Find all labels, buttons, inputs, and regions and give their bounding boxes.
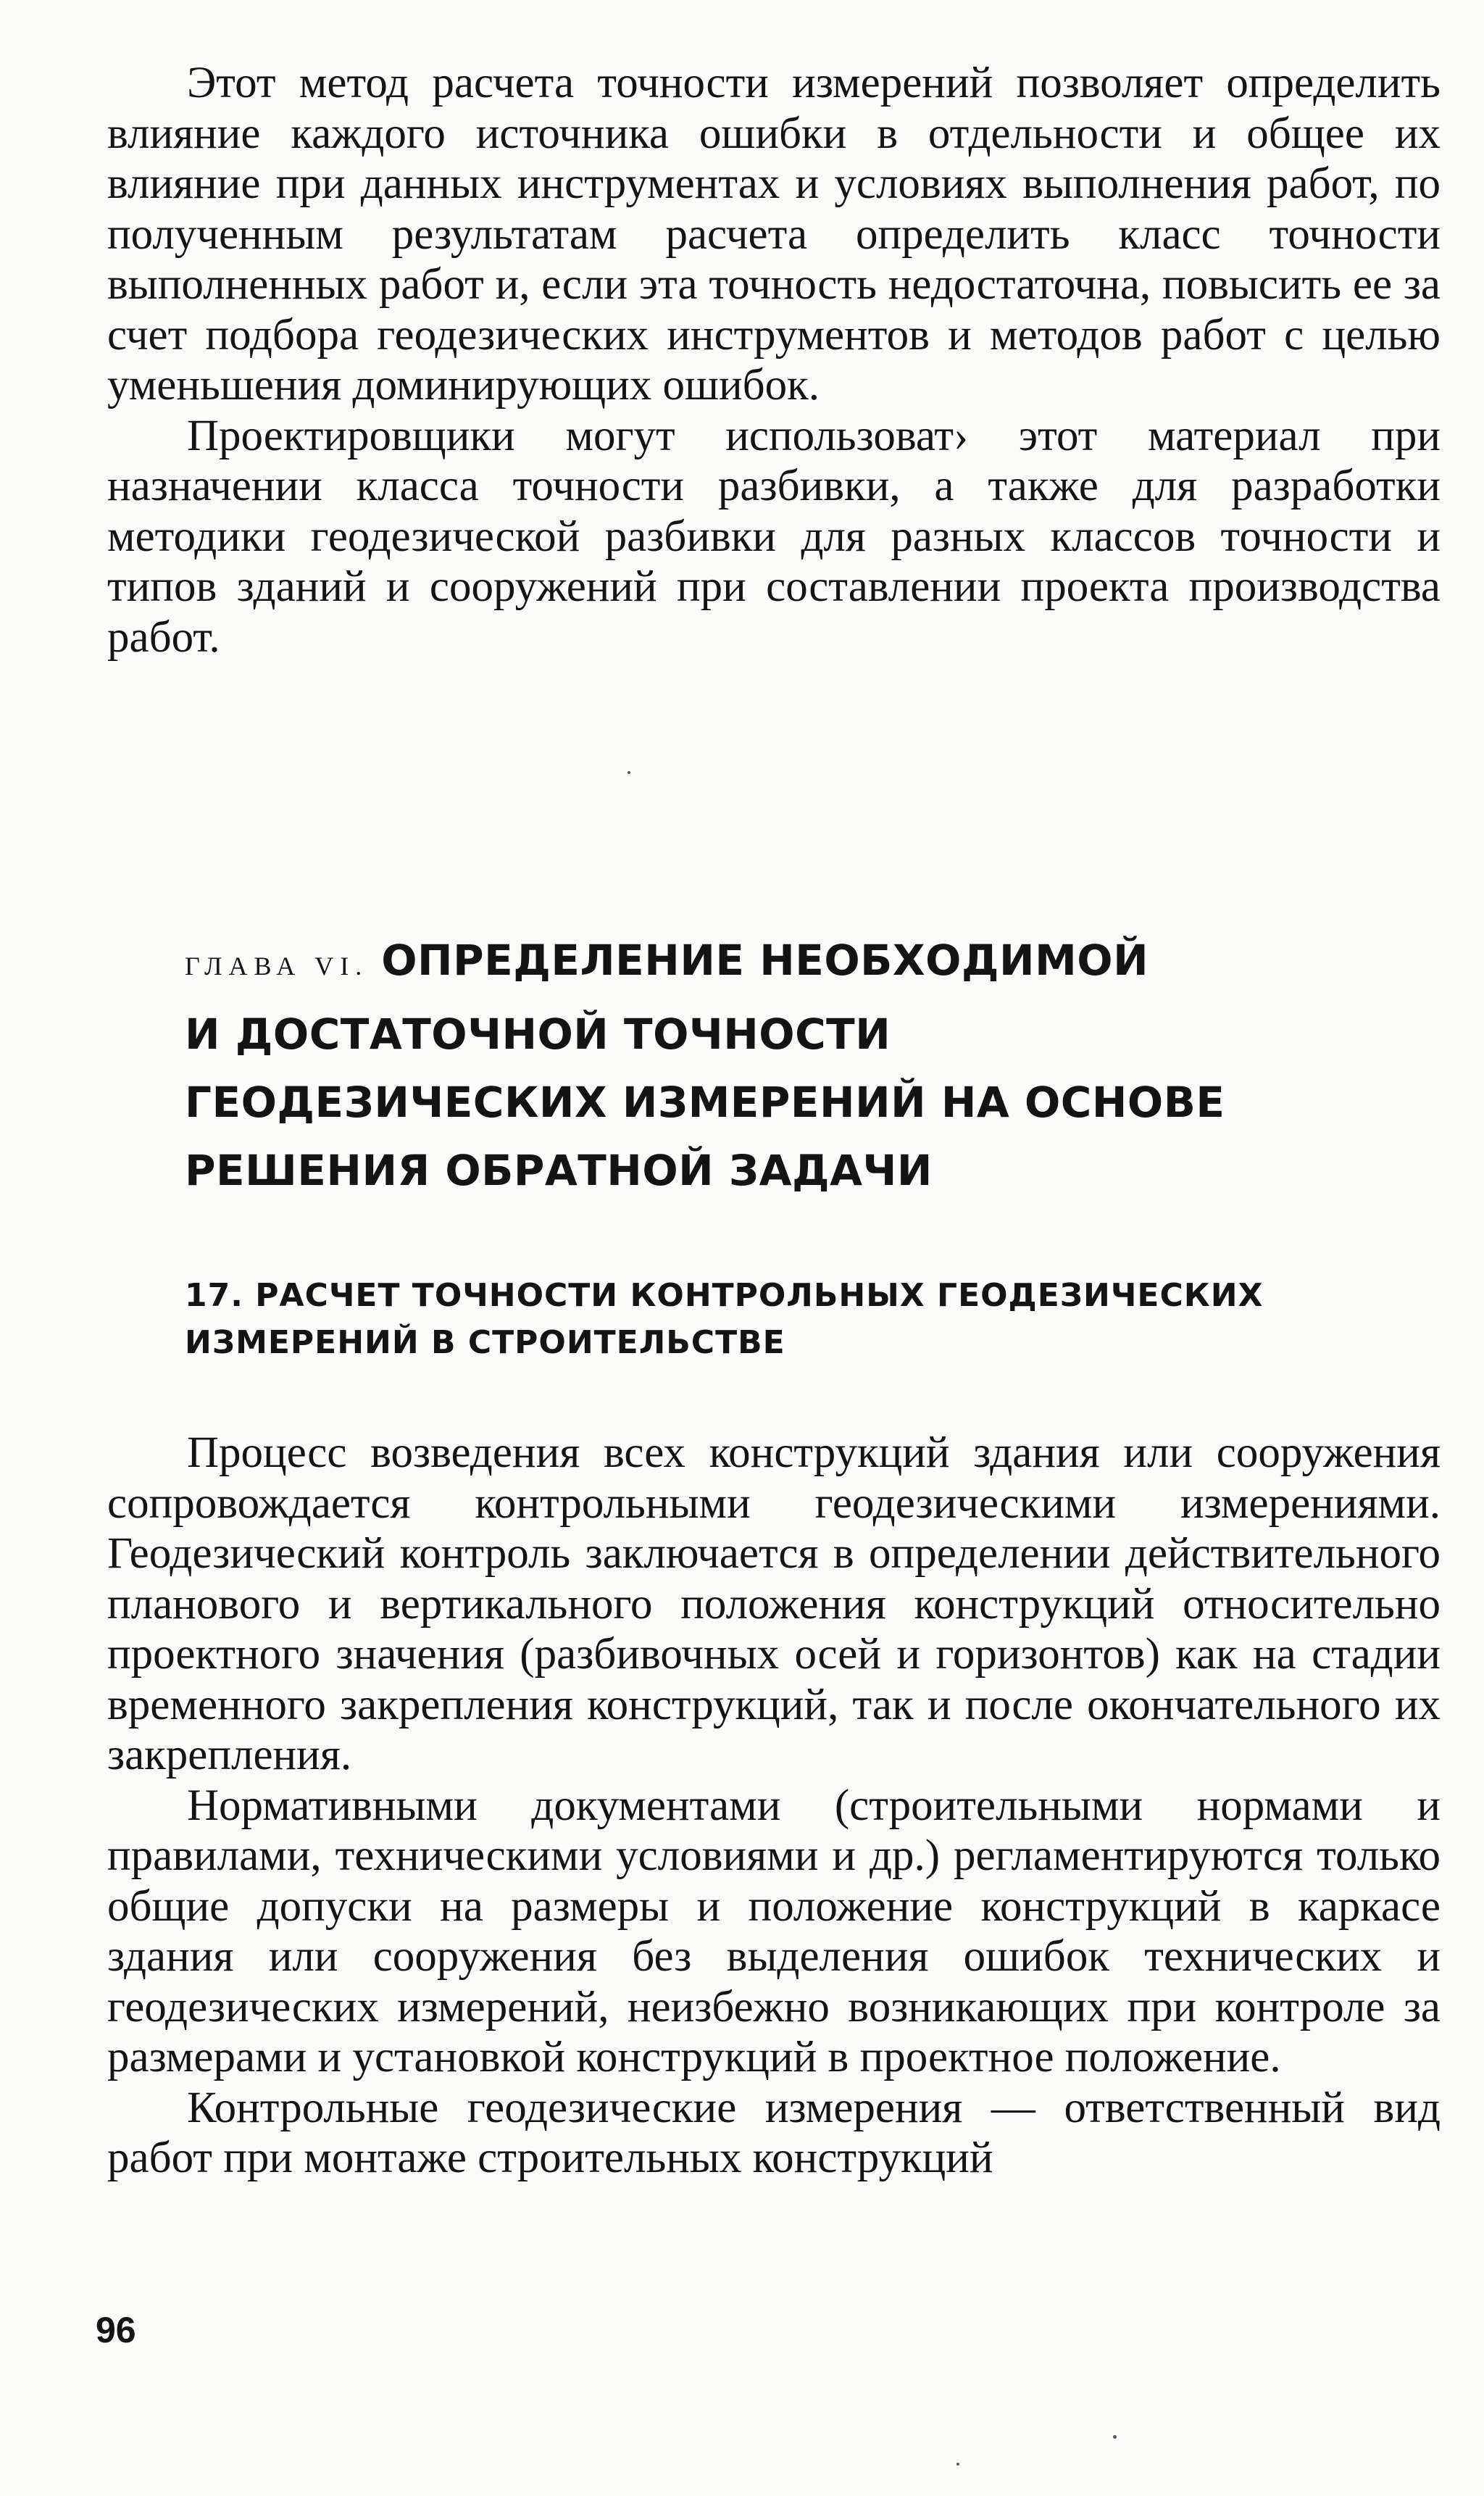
print-speck: [956, 2463, 959, 2466]
section-heading: [185, 1272, 1417, 1366]
chapter-title-line-4: РЕШЕНИЯ ОБРАТНОЙ ЗАДАЧИ: [185, 1146, 933, 1195]
chapter-title-line-1: ГЛАВА VI. ОПРЕДЕЛЕНИЕ НЕОБХОДИМОЙ: [185, 936, 1149, 985]
print-speck: [1113, 2435, 1117, 2439]
body-text-block: [107, 1428, 1441, 2184]
chapter-title-line-3: ГЕОДЕЗИЧЕСКИХ ИЗМЕРЕНИЙ НА ОСНОВЕ: [185, 1078, 1225, 1127]
paragraph-control-measurements: Контрольные геодезические измерения — ответственный вид работ при монтаже строительных конструкций: [107, 2083, 1441, 2182]
print-speck: [628, 771, 630, 774]
section-title-line-2: ИЗМЕРЕНИЙ В СТРОИТЕЛЬСТВЕ: [185, 1324, 785, 1361]
page-number: 96: [96, 2310, 136, 2350]
paragraph-designers-usage: Проектировщики могут использоват› этот материал при назначении класса точности разбивки, а также для разработки методики геодезической разбивки для разных классов точности и типов зданий и сооружений при составлении проекта производства работ.: [107, 411, 1441, 662]
top-text-block: [107, 58, 1441, 662]
paragraph-normative-documents: Нормативными документами (строительными нормами и правилами, техническими условиями и др.) регламентируются только общие допуски на размеры и положение конструкций в каркасе здания или сооружения без выделения ошибок технических и геодезических измерений, неизбежно возникающих при контроле за размерами и установкой конструкций в проектное положение.: [107, 1781, 1441, 2081]
paragraph-method-description: Этот метод расчета точности измерений позволяет определить влияние каждого источника ошибки в отдельности и общее их влияние при данных инструментах и условиях выполнения работ, по полученным результатам расчета определить класс точности выполненных работ и, если эта точность недостаточна, повысить ее за счет подбора геодезических инструментов и методов работ с целью уменьшения доминирующих ошибок.: [107, 59, 1441, 409]
paragraph-construction-process: Процесс возведения всех конструкций здания или сооружения сопровождается контрольными геодезическими измерениями. Геодезический контроль заключается в определении действительного планового и вертикального положения конструкций относительно проектного значения (разбивочных осей и горизонтов) как на стадии временного закрепления конструкций, так и после окончательного их закрепления.: [107, 1428, 1441, 1779]
chapter-heading: [185, 926, 1315, 1205]
section-title-line-1: 17. РАСЧЕТ ТОЧНОСТИ КОНТРОЛЬНЫХ ГЕОДЕЗИЧЕСКИХ: [185, 1277, 1264, 1314]
chapter-title-line-2: И ДОСТАТОЧНОЙ ТОЧНОСТИ: [185, 1010, 891, 1059]
chapter-label: ГЛАВА VI.: [185, 952, 369, 981]
